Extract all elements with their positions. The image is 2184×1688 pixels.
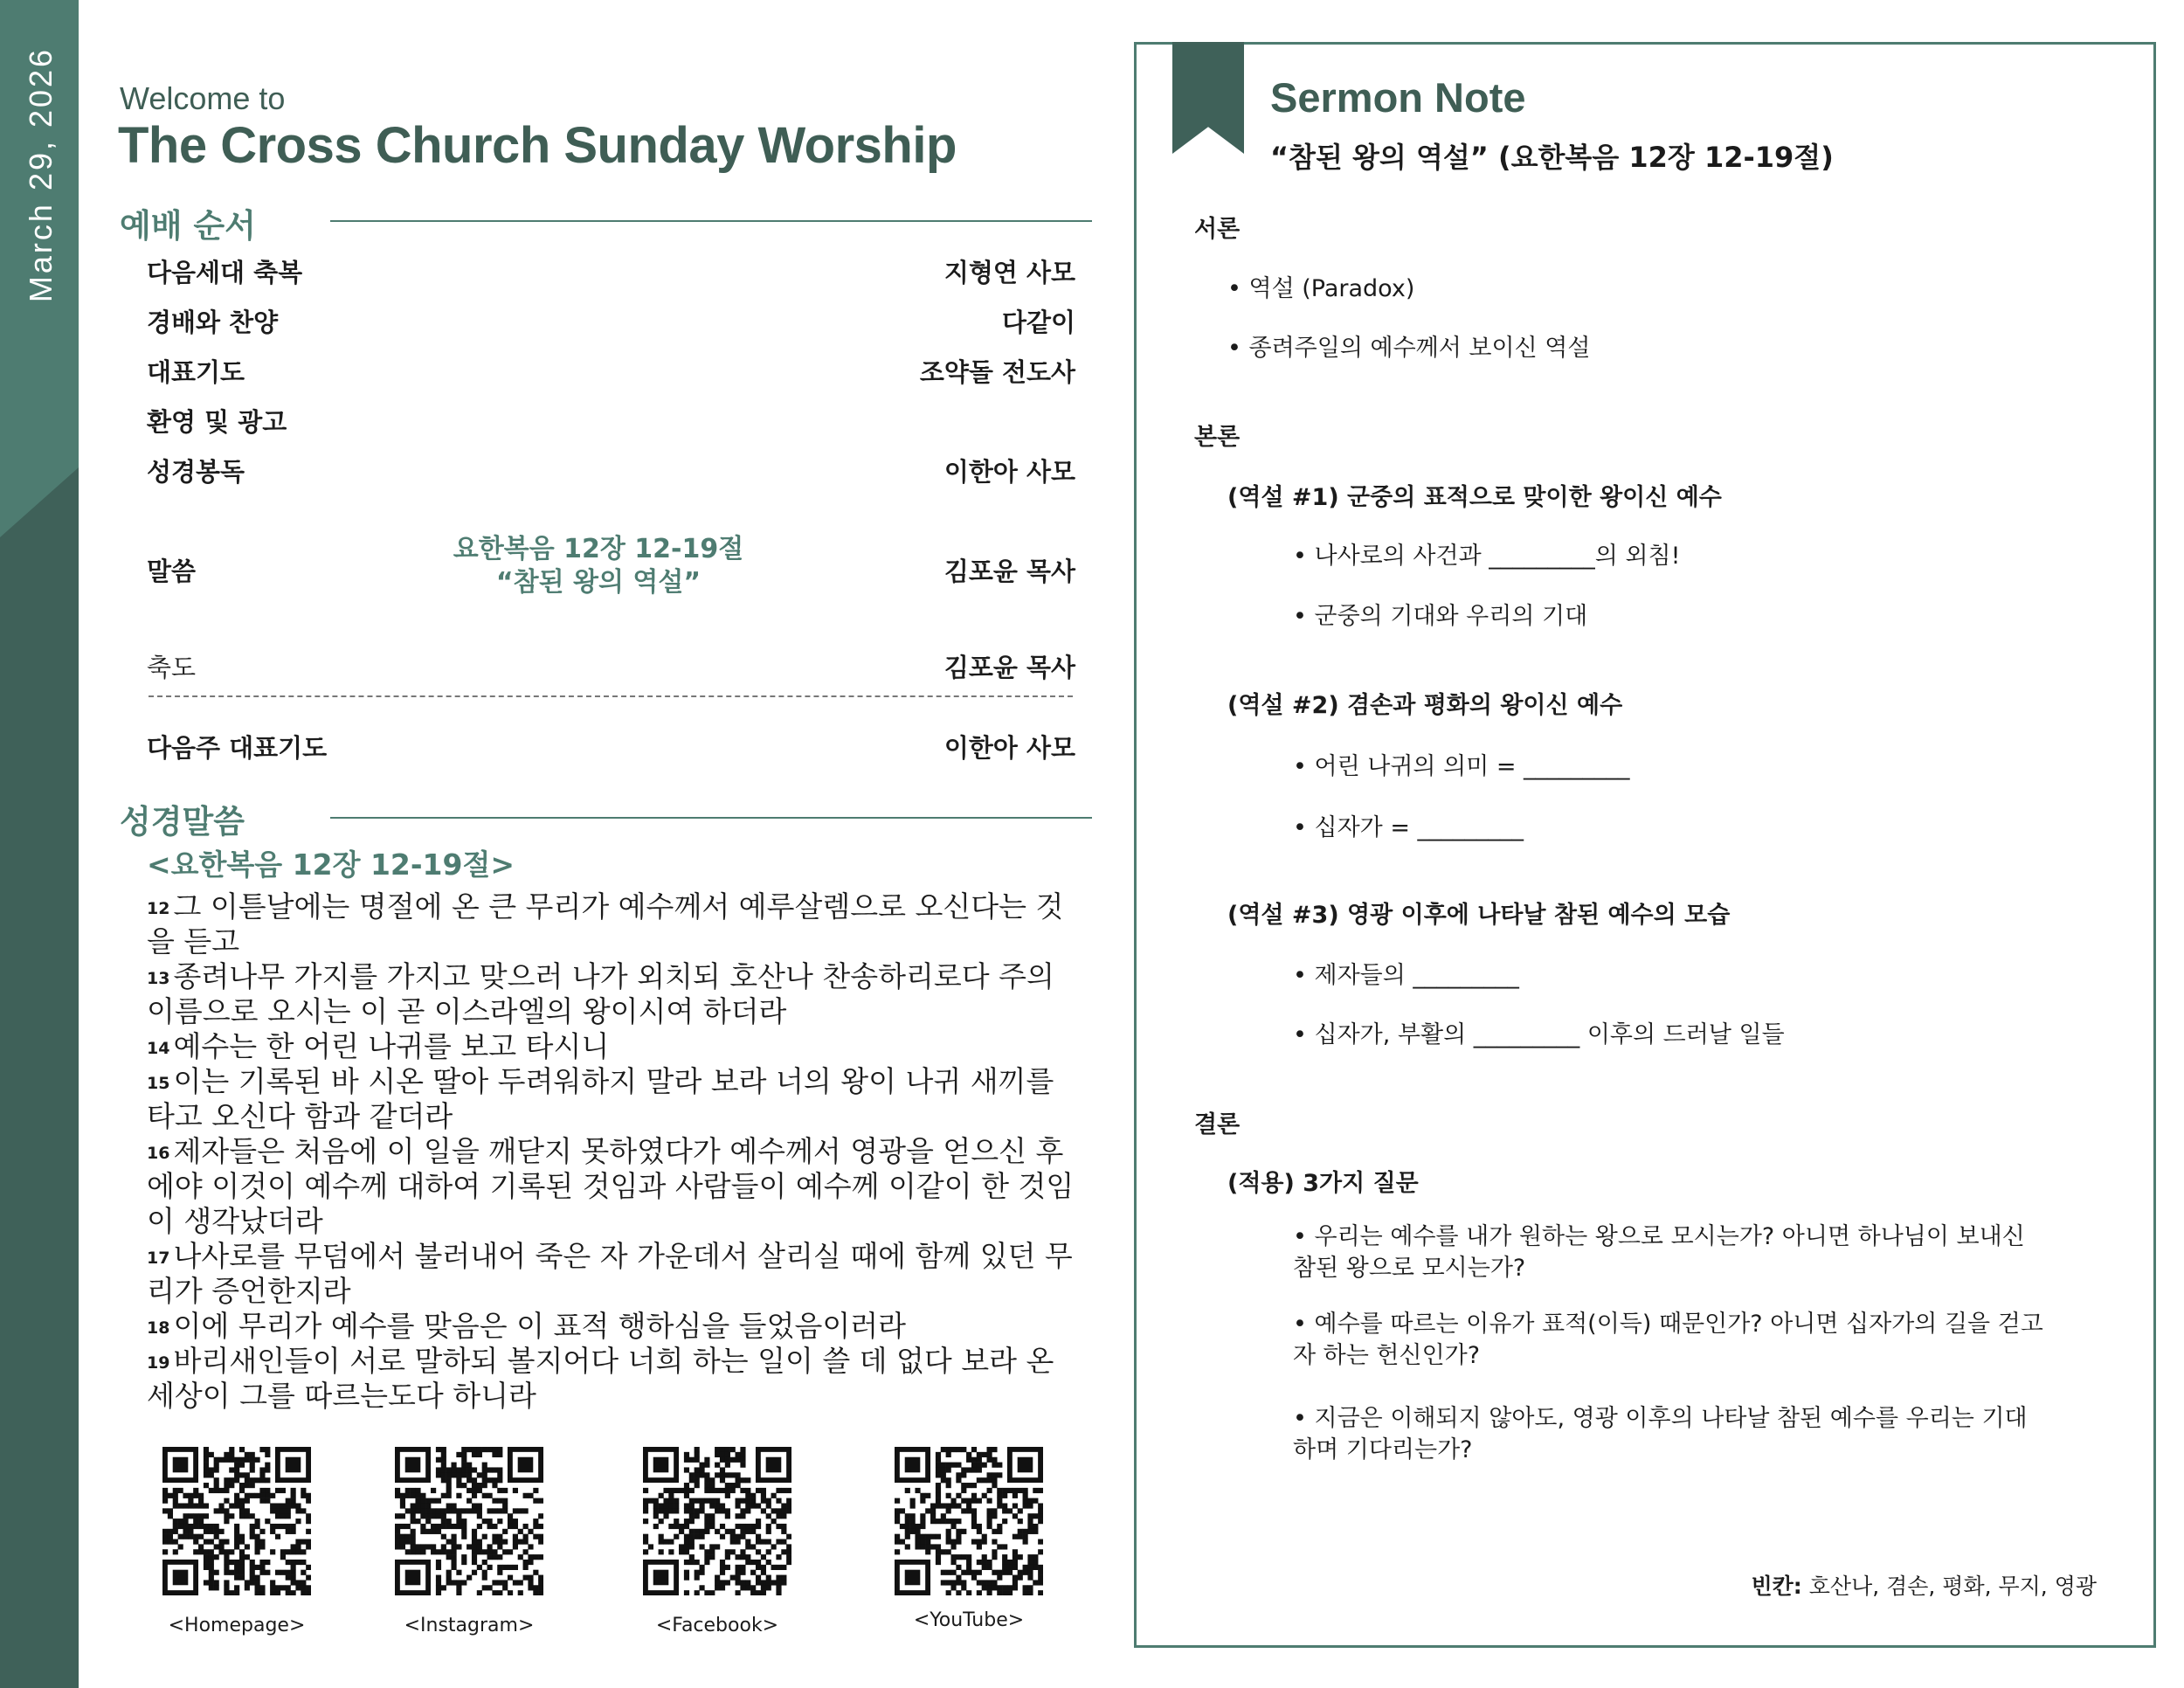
- order-heading: 예배 순서: [120, 207, 256, 245]
- order-row: [147, 353, 1075, 391]
- instagram-qr-code-icon[interactable]: [395, 1447, 543, 1595]
- application-question: • 예수를 따르는 이유가 표적(이득) 때문인가? 아니면 십자가의 길을 걷고자 하는 헌신인가?: [1293, 1311, 2043, 1369]
- homepage-qr-code-icon[interactable]: [162, 1447, 311, 1595]
- verse-list: [147, 889, 1090, 1414]
- date-label: March 29, 2026: [23, 46, 59, 303]
- verse: $^{17}$ 나사로를 무덤에서 불러내어 죽은 자 가운데서 살리실 때에 함께 있던 무리가 증언한지라: [147, 1239, 1073, 1308]
- order-leader: 김포윤 목사: [943, 557, 1075, 586]
- note-bullet: • 나사로의 사건과 _________의 외침!: [1293, 543, 1681, 570]
- order-row: [147, 453, 1075, 491]
- order-row: [147, 303, 1075, 342]
- verse: $^{14}$ 예수는 한 어린 나귀를 보고 타시니: [147, 1029, 610, 1063]
- sermon-scripture: [402, 533, 795, 599]
- note-bullet: • 십자가 = _________: [1293, 814, 1524, 841]
- order-item: 경배와 찬양: [147, 308, 279, 337]
- order-item: 말씀: [147, 557, 197, 586]
- qr-label: <Facebook>: [655, 1615, 779, 1636]
- verse: $^{13}$ 종려나무 가지를 가지고 맞으러 나가 외치되 호산나 찬송하리로다 주의 이름으로 오시는 이 곧 이스라엘의 왕이시여 하더라: [147, 959, 1054, 1028]
- facebook-qr-code-icon[interactable]: [643, 1447, 791, 1595]
- sermon-title-quote: “참된 왕의 역설”: [495, 567, 702, 598]
- note-bullet: • 제자들의 _________: [1293, 962, 1519, 989]
- side-band: [0, 0, 79, 1688]
- order-leader: 이한아 사모: [943, 457, 1075, 487]
- blank-answers-label: 빈칸:: [1751, 1574, 1802, 1599]
- dashed-divider: [149, 695, 1073, 697]
- application-heading: (적용) 3가지 질문: [1227, 1170, 1419, 1197]
- bible-heading: 성경말씀: [120, 803, 245, 841]
- order-row: [147, 403, 1075, 441]
- sermon-note-subtitle: “참된 왕의 역설” (요한복음 12장 12-19절): [1270, 141, 1834, 174]
- paradox-point-3: (역설 #3) 영광 이후에 나타날 참된 예수의 모습: [1227, 902, 1731, 929]
- paradox-point-2: (역설 #2) 겸손과 평화의 왕이신 예수: [1227, 692, 1623, 719]
- next-week-row: [147, 729, 1075, 767]
- qr-label: <Instagram>: [404, 1615, 535, 1636]
- paradox-point-1: (역설 #1) 군중의 표적으로 맞이한 왕이신 예수: [1227, 484, 1722, 511]
- note-bullet: • 어린 나귀의 의미 = _________: [1293, 753, 1630, 780]
- order-row: [147, 253, 1075, 292]
- order-item: 대표기도: [147, 357, 245, 387]
- order-leader: 다같이: [1001, 308, 1075, 337]
- page-title: The Cross Church Sunday Worship: [118, 117, 957, 174]
- qr-label: <YouTube>: [913, 1609, 1025, 1631]
- order-item: 성경봉독: [147, 457, 245, 487]
- verse: $^{16}$ 제자들은 처음에 이 일을 깨닫지 못하였다가 예수께서 영광을 얻으신 후에야 이것이 예수께 대하여 기록된 것임과 사람들이 예수께 이같이 한 것임이 생각났더라: [147, 1134, 1075, 1238]
- youtube-qr-code-icon[interactable]: [895, 1447, 1043, 1595]
- note-bullet: • 군중의 기대와 우리의 기대: [1293, 603, 1588, 630]
- blank-answers-text: 호산나, 겸손, 평화, 무지, 영광: [1808, 1574, 2097, 1599]
- verse: $^{12}$ 그 이튿날에는 명절에 온 큰 무리가 예수께서 예루살렘으로 오신다는 것을 듣고: [147, 889, 1064, 958]
- note-bullet: • 역설 (Paradox): [1227, 275, 1415, 302]
- verse: $^{19}$ 바리새인들이 서로 말하되 볼지어다 너희 하는 일이 쓸 데 없다 보라 온 세상이 그를 따르는도다 하니라: [147, 1344, 1054, 1413]
- bible-divider: [330, 817, 1092, 819]
- application-question: • 지금은 이해되지 않아도, 영광 이후의 나타날 참된 예수를 우리는 기대하며 기다리는가?: [1293, 1405, 2028, 1463]
- verse: $^{15}$ 이는 기록된 바 시온 딸아 두려워하지 말라 보라 너의 왕이 나귀 새끼를 타고 오신다 함과 같더라: [147, 1064, 1054, 1133]
- note-bullet: • 종려주일의 예수께서 보이신 역설: [1227, 335, 1591, 362]
- conclusion-heading: 결론: [1194, 1111, 1241, 1138]
- application-question: • 우리는 예수를 내가 원하는 왕으로 모시는가? 아니면 하나님이 보내신 참된 왕으로 모시는가?: [1293, 1223, 2025, 1282]
- order-leader: 조약돌 전도사: [919, 357, 1075, 387]
- note-bullet: • 십자가, 부활의 _________ 이후의 드러날 일들: [1293, 1021, 1785, 1048]
- order-item: 축도: [147, 653, 197, 682]
- order-leader: 이한아 사모: [943, 733, 1075, 763]
- qr-label: <Homepage>: [168, 1615, 306, 1636]
- body-heading: 본론: [1194, 424, 1241, 451]
- blank-answers: [1752, 1569, 2098, 1601]
- sermon-note-title: Sermon Note: [1270, 74, 1526, 121]
- intro-heading: 서론: [1194, 216, 1241, 243]
- order-leader: 김포윤 목사: [943, 653, 1075, 682]
- order-item: 다음주 대표기도: [147, 733, 328, 763]
- scripture-reference: 요한복음 12장 12-19절: [453, 534, 744, 564]
- order-leader: 지형연 사모: [943, 258, 1075, 287]
- welcome-text: Welcome to: [120, 80, 286, 116]
- order-divider: [330, 220, 1092, 222]
- order-row: [147, 648, 1075, 687]
- order-item: 환영 및 광고: [147, 407, 287, 437]
- verse: $^{18}$ 이에 무리가 예수를 맞음은 이 표적 행하심을 들었음이러라: [147, 1309, 906, 1343]
- order-item: 다음세대 축복: [147, 258, 303, 287]
- passage-reference: <요한복음 12장 12-19절>: [147, 847, 515, 882]
